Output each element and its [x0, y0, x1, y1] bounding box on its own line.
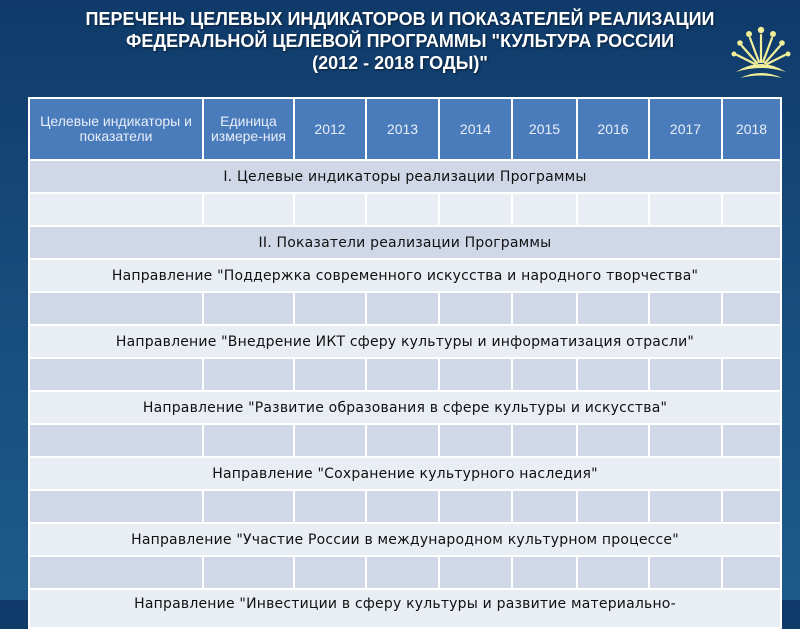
table-cell	[29, 292, 203, 325]
title-line-1: ПЕРЕЧЕНЬ ЦЕЛЕВЫХ ИНДИКАТОРОВ И ПОКАЗАТЕЛЕЙ РЕАЛИЗАЦИИ	[85, 9, 715, 29]
empty-row	[29, 358, 781, 391]
table-cell	[439, 193, 512, 226]
header-year-2012: 2012	[294, 98, 366, 160]
table-cell	[722, 490, 781, 523]
table-cell	[649, 424, 722, 457]
empty-row	[29, 490, 781, 523]
section-title: II. Показатели реализации Программы	[29, 226, 781, 259]
table-cell	[722, 556, 781, 589]
table-cell	[29, 193, 203, 226]
table-cell	[649, 556, 722, 589]
table-cell	[366, 424, 439, 457]
empty-row	[29, 424, 781, 457]
title-line-2: ФЕДЕРАЛЬНОЙ ЦЕЛЕВОЙ ПРОГРАММЫ "КУЛЬТУРА РОССИИ	[125, 31, 675, 51]
table-cell	[294, 358, 366, 391]
table-cell	[649, 193, 722, 226]
section-row	[29, 259, 781, 292]
table-cell	[203, 490, 294, 523]
table-cell	[203, 292, 294, 325]
section-row	[29, 226, 781, 259]
table-cell	[649, 292, 722, 325]
table-cell	[29, 424, 203, 457]
section-row	[29, 325, 781, 358]
table-cell	[512, 193, 577, 226]
table-cell	[649, 358, 722, 391]
table-cell	[439, 556, 512, 589]
table-cell	[722, 358, 781, 391]
header-year-2013: 2013	[366, 98, 439, 160]
slide-title	[0, 8, 800, 74]
table-cell	[577, 292, 649, 325]
section-title: Направление "Внедрение ИКТ сферу культуры и информатизация отрасли"	[29, 325, 781, 358]
section-title: I. Целевые индикаторы реализации Программы	[29, 160, 781, 193]
table-cell	[294, 424, 366, 457]
header-indicators: Целевые индикаторы и показатели	[29, 98, 203, 160]
table-cell	[439, 490, 512, 523]
section-title: Направление "Развитие образования в сфере культуры и искусства"	[29, 391, 781, 424]
table-cell	[512, 358, 577, 391]
table-cell	[577, 556, 649, 589]
table-cell	[294, 490, 366, 523]
header-unit: Единица измере-ния	[203, 98, 294, 160]
table-cell	[512, 556, 577, 589]
section-title: Направление "Сохранение культурного наследия"	[29, 457, 781, 490]
table-cell	[577, 193, 649, 226]
table-cell	[577, 424, 649, 457]
empty-row	[29, 193, 781, 226]
header-year-2014: 2014	[439, 98, 512, 160]
table-cell	[203, 193, 294, 226]
table-cell	[577, 490, 649, 523]
table-cell	[722, 193, 781, 226]
header-year-2017: 2017	[649, 98, 722, 160]
table-cell	[649, 490, 722, 523]
table-cell	[294, 193, 366, 226]
indicators-table	[28, 97, 782, 629]
table-cell	[203, 358, 294, 391]
table-cell	[577, 358, 649, 391]
table-cell	[439, 358, 512, 391]
table-cell	[512, 490, 577, 523]
table-cell	[203, 556, 294, 589]
table-cell	[439, 424, 512, 457]
table-cell	[366, 556, 439, 589]
empty-row	[29, 292, 781, 325]
sun-rays-logo-icon	[728, 20, 794, 86]
table-cell	[366, 358, 439, 391]
section-row	[29, 391, 781, 424]
table-cell	[439, 292, 512, 325]
table-cell	[366, 292, 439, 325]
header-year-2018: 2018	[722, 98, 781, 160]
table-cell	[29, 358, 203, 391]
section-row	[29, 523, 781, 556]
table-cell	[366, 490, 439, 523]
title-line-3: (2012 - 2018 ГОДЫ)"	[312, 53, 488, 73]
table-cell	[722, 292, 781, 325]
table-cell	[294, 556, 366, 589]
table-header-row	[29, 98, 781, 160]
table-cell	[722, 424, 781, 457]
section-title: Направление "Поддержка современного искусства и народного творчества"	[29, 259, 781, 292]
table-cell	[512, 292, 577, 325]
table-cell	[29, 556, 203, 589]
table-cell	[366, 193, 439, 226]
table-cell	[203, 424, 294, 457]
section-title: Направление "Инвестиции в сферу культуры и развитие материально-	[29, 589, 781, 628]
table-cell	[294, 292, 366, 325]
table-cell	[512, 424, 577, 457]
header-year-2015: 2015	[512, 98, 577, 160]
section-title: Направление "Участие России в международном культурном процессе"	[29, 523, 781, 556]
indicators-table-container	[28, 97, 780, 612]
section-row	[29, 589, 781, 628]
empty-row	[29, 556, 781, 589]
section-row	[29, 160, 781, 193]
section-row	[29, 457, 781, 490]
header-year-2016: 2016	[577, 98, 649, 160]
table-cell	[29, 490, 203, 523]
